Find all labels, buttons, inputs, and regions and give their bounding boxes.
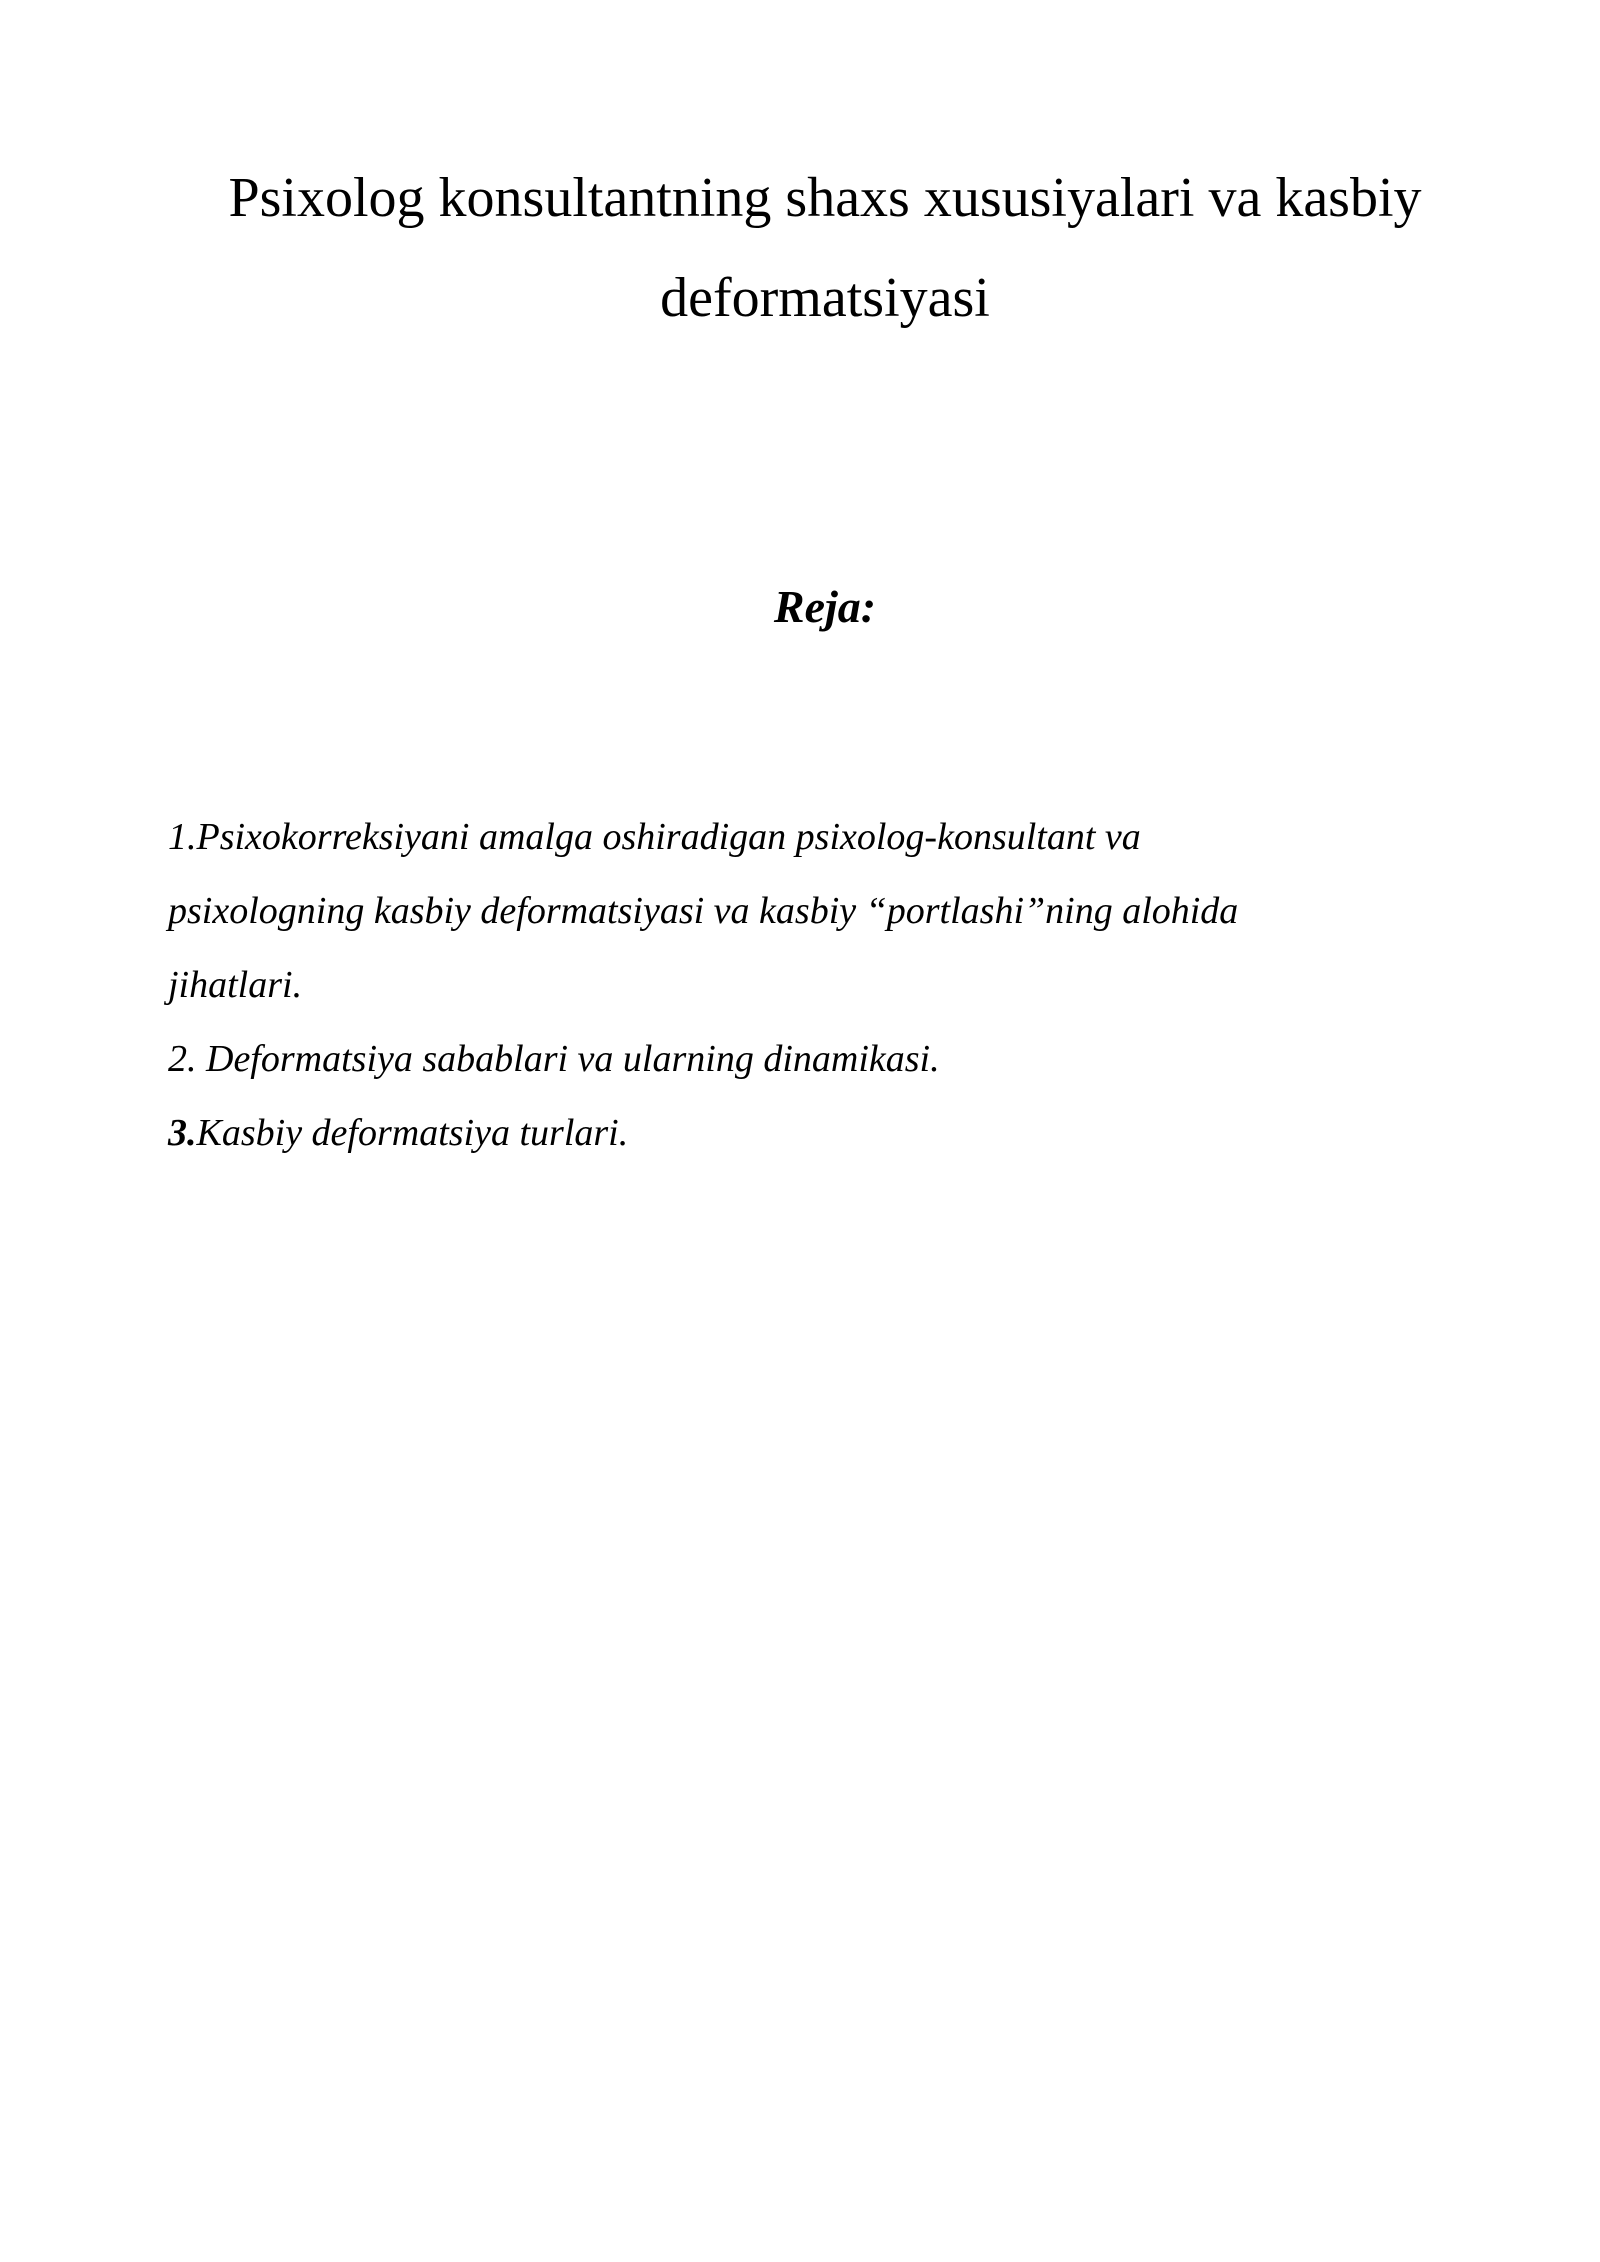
plan-item-1-line-3: jihatlari. <box>168 964 303 1006</box>
title-line-1: Psixolog konsultantning shaxs xususiyalari va kasbiy <box>228 167 1422 229</box>
plan-item-2 <box>168 1022 1468 1096</box>
title-line-2: deformatsiyasi <box>660 267 990 329</box>
plan-item-1 <box>168 800 1468 1022</box>
plan-item-3 <box>168 1096 1468 1170</box>
document-title <box>150 148 1500 348</box>
plan-item-2-line-1: 2. Deformatsiya sabablari va ularning dinamikasi. <box>168 1038 940 1080</box>
plan-item-3-line-1 <box>168 1096 1468 1170</box>
plan-item-3-text: Kasbiy deformatsiya turlari. <box>196 1112 629 1154</box>
plan-item-1-line-1: 1.Psixokorreksiyani amalga oshiradigan psixolog-konsultant va <box>168 816 1141 858</box>
plan-list <box>168 800 1468 1170</box>
plan-item-3-number: 3. <box>168 1112 197 1154</box>
plan-item-1-line-2: psixologning kasbiy deformatsiyasi va kasbiy “portlashi”ning alohida <box>168 890 1239 932</box>
plan-heading: Reja: <box>773 581 877 632</box>
